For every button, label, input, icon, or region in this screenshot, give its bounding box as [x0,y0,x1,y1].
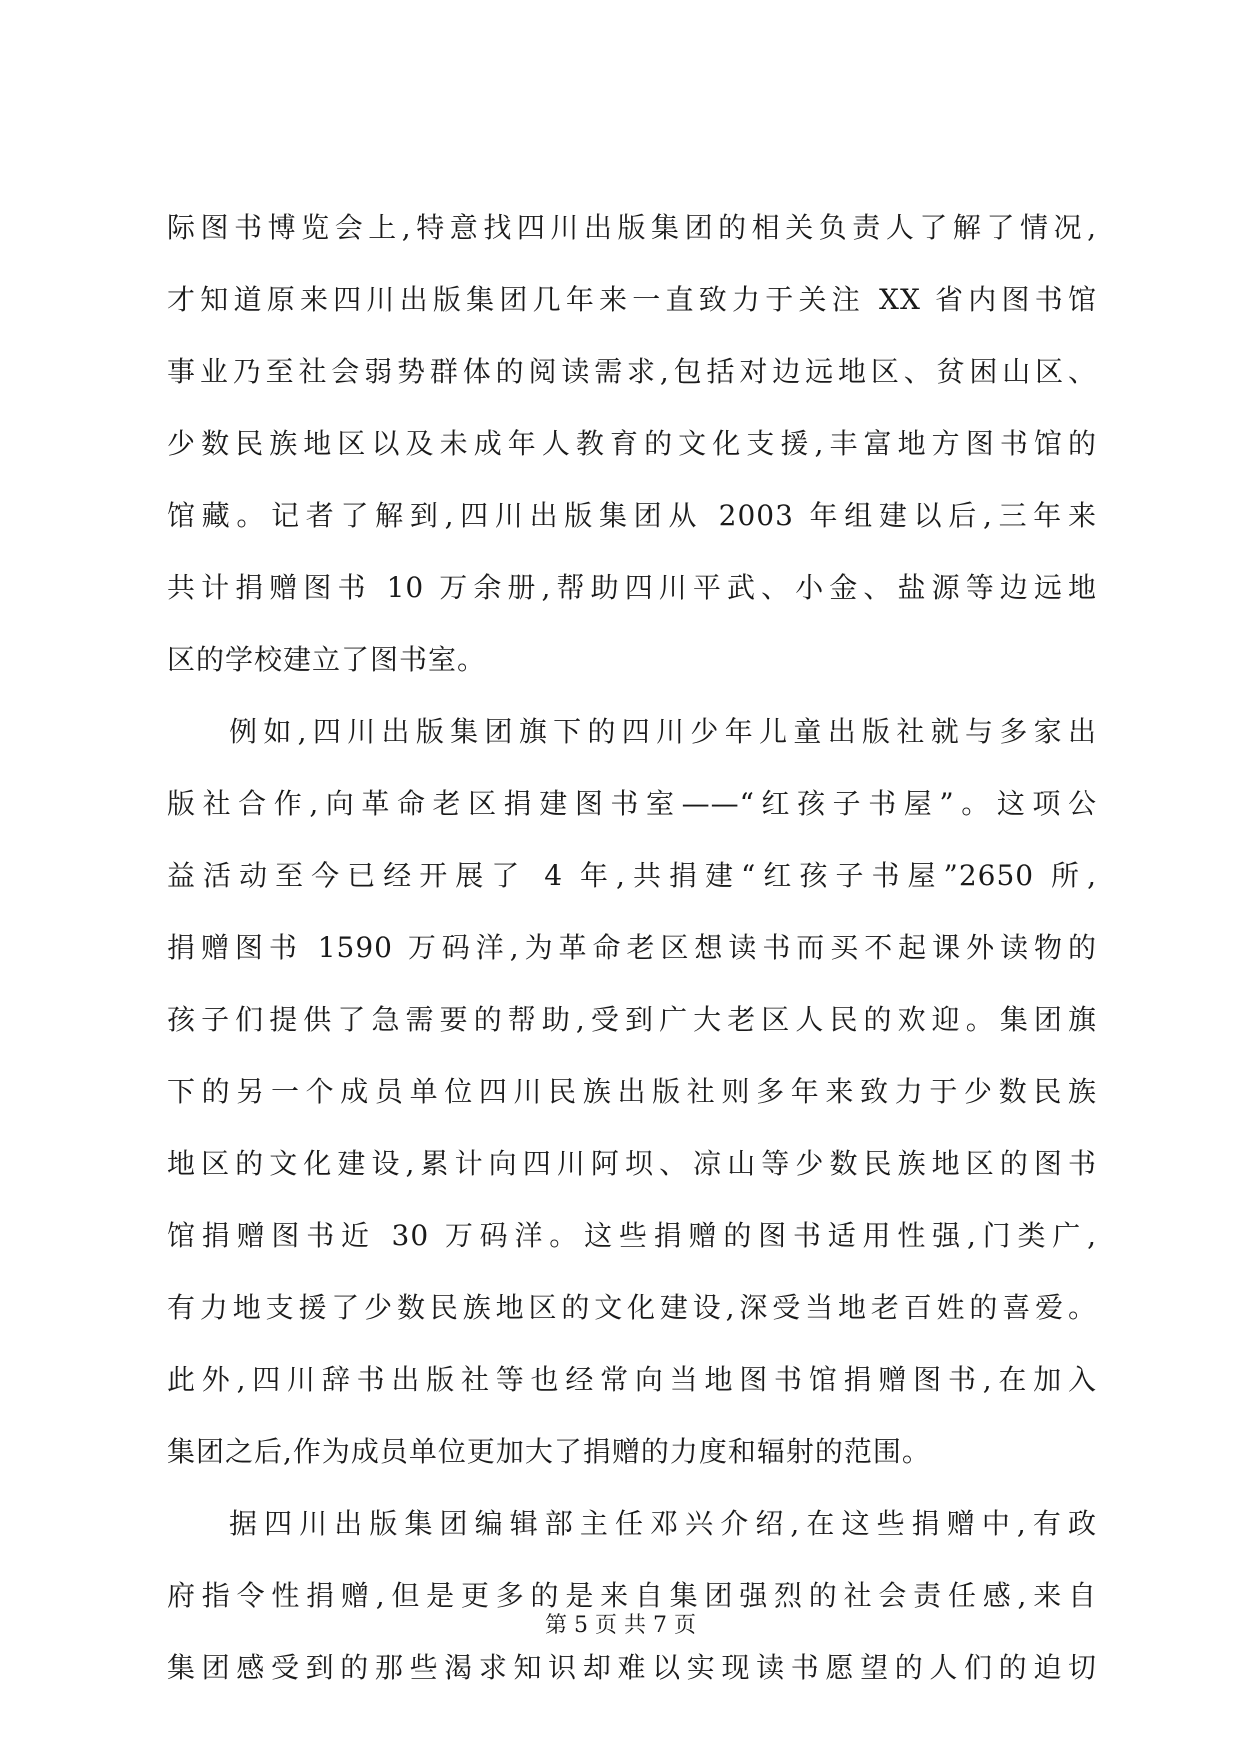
text-line: 区的学校建立了图书室。 [167,643,487,676]
text-line: 益活动至今已经开展了 4 年,共捐建“红孩子书屋”2650 所, [167,859,1097,892]
text-line: 下的另一个成员单位四川民族出版社则多年来致力于少数民族 [167,1075,1097,1108]
text-line: 共计捐赠图书 10 万余册,帮助四川平武、小金、盐源等边远地 [167,571,1097,604]
text-line: 版社合作,向革命老区捐建图书室——“红孩子书屋”。这项公 [167,787,1097,820]
text-line: 事业乃至社会弱势群体的阅读需求,包括对边远地区、贫困山区、 [167,355,1097,388]
text-line: 馆捐赠图书近 30 万码洋。这些捐赠的图书适用性强,门类广, [167,1219,1097,1252]
text-line: 捐赠图书 1590 万码洋,为革命老区想读书而买不起课外读物的 [167,931,1097,964]
text-line: 馆藏。记者了解到,四川出版集团从 2003 年组建以后,三年来 [167,499,1097,532]
text-line: 孩子们提供了急需要的帮助,受到广大老区人民的欢迎。集团旗 [167,1003,1097,1036]
text-line: 集团感受到的那些渴求知识却难以实现读书愿望的人们的迫切 [167,1651,1097,1684]
body-text [167,206,1097,1718]
paragraph-first-line: 例如,四川出版集团旗下的四川少年儿童出版社就与多家出 [229,715,1097,748]
text-line: 府指令性捐赠,但是更多的是来自集团强烈的社会责任感,来自 [167,1579,1097,1612]
text-line: 才知道原来四川出版集团几年来一直致力于关注 XX 省内图书馆 [167,283,1097,316]
text-line: 有力地支援了少数民族地区的文化建设,深受当地老百姓的喜爱。 [167,1291,1097,1324]
text-line: 地区的文化建设,累计向四川阿坝、凉山等少数民族地区的图书 [167,1147,1097,1180]
text-line: 集团之后,作为成员单位更加大了捐赠的力度和辐射的范围。 [167,1435,931,1468]
paragraph-first-line: 据四川出版集团编辑部主任邓兴介绍,在这些捐赠中,有政 [229,1507,1097,1540]
text-line: 少数民族地区以及未成年人教育的文化支援,丰富地方图书馆的 [167,427,1097,460]
text-line: 际图书博览会上,特意找四川出版集团的相关负责人了解了情况, [167,211,1097,244]
page-footer [0,1611,1241,1641]
text-line: 此外,四川辞书出版社等也经常向当地图书馆捐赠图书,在加入 [167,1363,1097,1396]
page-indicator: 第 5 页 共 7 页 [545,1613,696,1638]
